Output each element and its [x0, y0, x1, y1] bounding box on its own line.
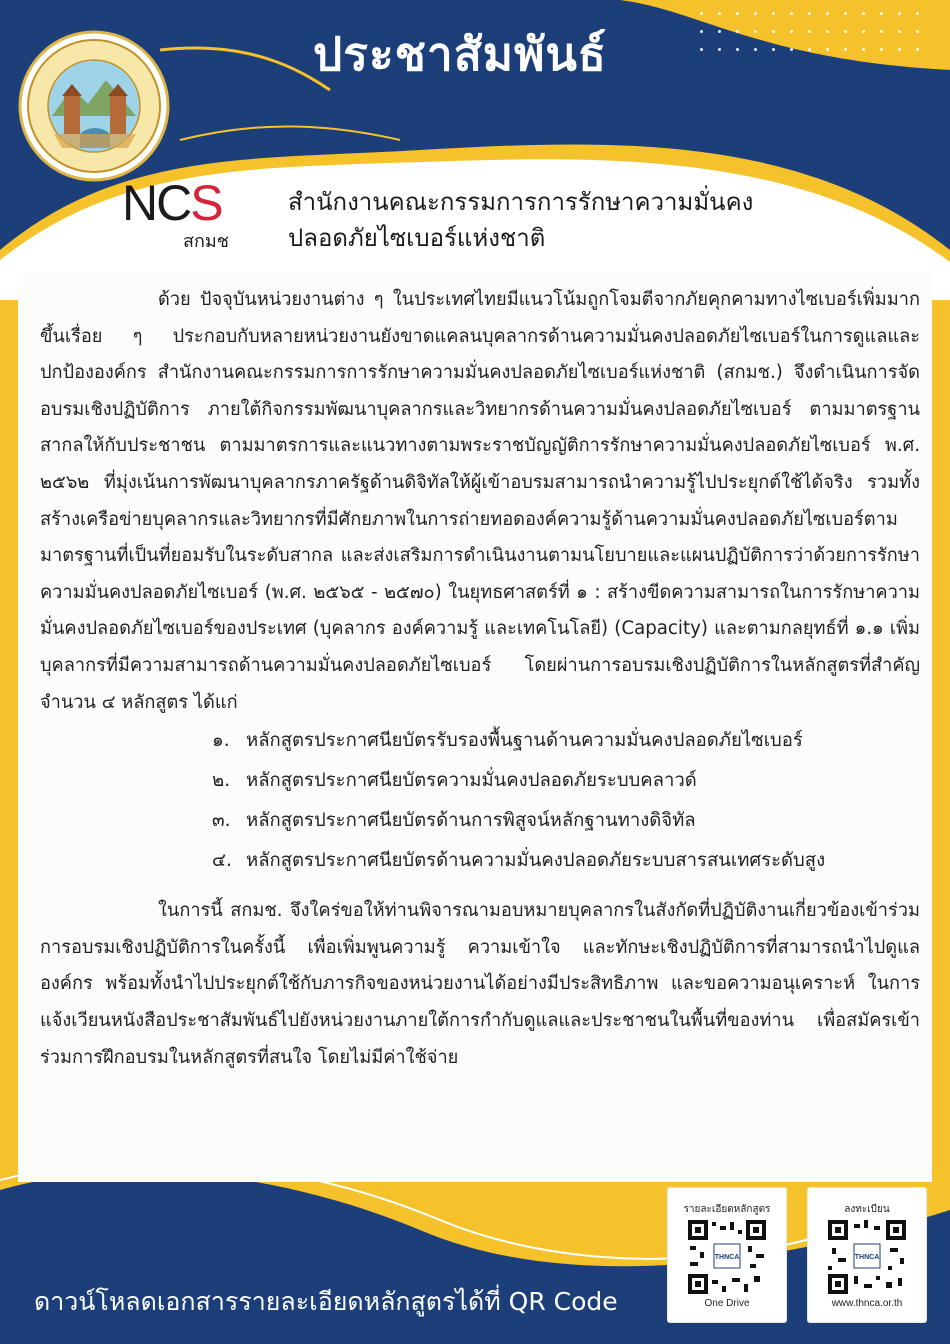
qr-card-registration[interactable] — [808, 1188, 926, 1322]
qr-badge: THNCA — [714, 1254, 740, 1261]
document-body — [40, 282, 920, 1076]
qr-card-course-details[interactable] — [668, 1188, 786, 1322]
qr-code-icon[interactable] — [826, 1218, 908, 1296]
qr-badge: THNCA — [854, 1254, 880, 1261]
qr-title: รายละเอียดหลักสูตร — [683, 1204, 771, 1215]
decorative-dots — [700, 12, 940, 62]
organization-name-line1: สำนักงานคณะกรรมการการรักษาความมั่นคง — [288, 188, 754, 216]
qr-caption: One Drive — [704, 1298, 750, 1309]
organization-name — [288, 184, 848, 256]
organization-name-line2: ปลอดภัยไซเบอร์แห่งชาติ — [288, 224, 546, 252]
page-title: ประชาสัมพันธ์ — [313, 27, 607, 81]
body-paragraph-1: ด้วย ปัจจุบันหน่วยงานต่าง ๆ ในประเทศไทยมีแนวโน้มถูกโจมตีจากภัยคุกคามทางไซเบอร์เพิ่มมากขึ้นเรื่อย ๆ ประกอบกับหลายหน่วยงานยังขาดแคลนบุคลากรด้านความมั่นคงปลอดภัยไซเบอร์ในการดูแลและปกป้ององค์กร สำนักงานคณะกรรมการการรักษาความมั่นคงปลอดภัยไซเบอร์แห่งชาติ (สกมช.) จึงดำเนินการจัดอบรมเชิงปฏิบัติการ ภายใต้กิจกรรมพัฒนาบุคลากรและวิทยากรด้านความมั่นคงปลอดภัยไซเบอร์ ตามมาตรฐานสากลให้กับประชาชน ตามมาตรการและแนวทางตามพระราชบัญญัติการรักษาความมั่นคงปลอดภัยไซเบอร์ พ.ศ. ๒๕๖๒ ที่มุ่งเน้นการพัฒนาบุคลากรภาครัฐด้านดิจิทัลให้ผู้เข้าอบรมสามารถนำความรู้ไปประยุกต์ใช้ได้จริง รวมทั้งสร้างเครือข่ายบุคลากรและวิทยากรที่มีศักยภาพในการถ่ายทอดองค์ความรู้ด้านความมั่นคงปลอดภัยไซเบอร์ตามมาตรฐานที่เป็นที่ยอมรับในระดับสากล และส่งเสริมการดำเนินงานตามนโยบายและแผนปฏิบัติการว่าด้วยการรักษาความมั่นคงปลอดภัยไซเบอร์ (พ.ศ. ๒๕๖๕ - ๒๕๗๐) ในยุทธศาสตร์ที่ ๑ : สร้างขีดความสามารถในการรักษาความมั่นคงปลอดภัยไซเบอร์ของประเทศ (บุคลากร องค์ความรู้ และเทคโนโลยี) (Capacity) และตามกลยุทธ์ที่ ๑.๑ เพิ่มบุคลากรที่มีความสามารถด้านความมั่นคงปลอดภัยไซเบอร์ โดยผ่านการอบรมเชิงปฏิบัติการในหลักสูตรที่สำคัญจำนวน ๔ หลักสูตร ได้แก่ — [40, 289, 920, 713]
qr-code-icon[interactable] — [686, 1218, 768, 1296]
body-paragraph-2: ในการนี้ สกมช. จึงใคร่ขอให้ท่านพิจารณามอบหมายบุคลากรในสังกัดที่ปฏิบัติงานเกี่ยวข้องเข้าร่วมการอบรมเชิงปฏิบัติการในครั้งนี้ เพื่อเพิ่มพูนความรู้ ความเข้าใจ และทักษะเชิงปฏิบัติการที่สามารถนำไปดูแลองค์กร พร้อมทั้งนำไปประยุกต์ใช้กับภารกิจของหน่วยงานได้อย่างมีประสิทธิภาพ และขอความอนุเคราะห์ ในการแจ้งเวียนหนังสือประชาสัมพันธ์ไปยังหน่วยงานภายใต้การกำกับดูแลและประชาชนในพื้นที่ของท่าน เพื่อสมัครเข้าร่วมการฝึกอบรมในหลักสูตรที่สนใจ โดยไม่มีค่าใช้จ่าย — [40, 900, 920, 1068]
course-list — [40, 721, 920, 881]
list-item: ๑. หลักสูตรประกาศนียบัตรรับรองพื้นฐานด้านความมั่นคงปลอดภัยไซเบอร์ — [212, 730, 803, 752]
qr-title: ลงทะเบียน — [844, 1204, 890, 1215]
qr-caption: www.thnca.or.th — [831, 1298, 903, 1309]
municipality-seal-logo — [18, 30, 170, 182]
download-instruction: ดาวน์โหลดเอกสารรายละเอียดหลักสูตรได้ที่ QR Code — [34, 1287, 618, 1316]
ncs-logo: NCS — [122, 175, 222, 231]
ncs-logo-subtext: สกมช — [183, 231, 229, 252]
list-item: ๒. หลักสูตรประกาศนียบัตรความมั่นคงปลอดภัยระบบคลาวด์ — [212, 770, 697, 792]
list-item: ๔. หลักสูตรประกาศนียบัตรด้านความมั่นคงปลอดภัยระบบสารสนเทศระดับสูง — [212, 850, 826, 872]
list-item: ๓. หลักสูตรประกาศนียบัตรด้านการพิสูจน์หลักฐานทางดิจิทัล — [212, 810, 696, 832]
